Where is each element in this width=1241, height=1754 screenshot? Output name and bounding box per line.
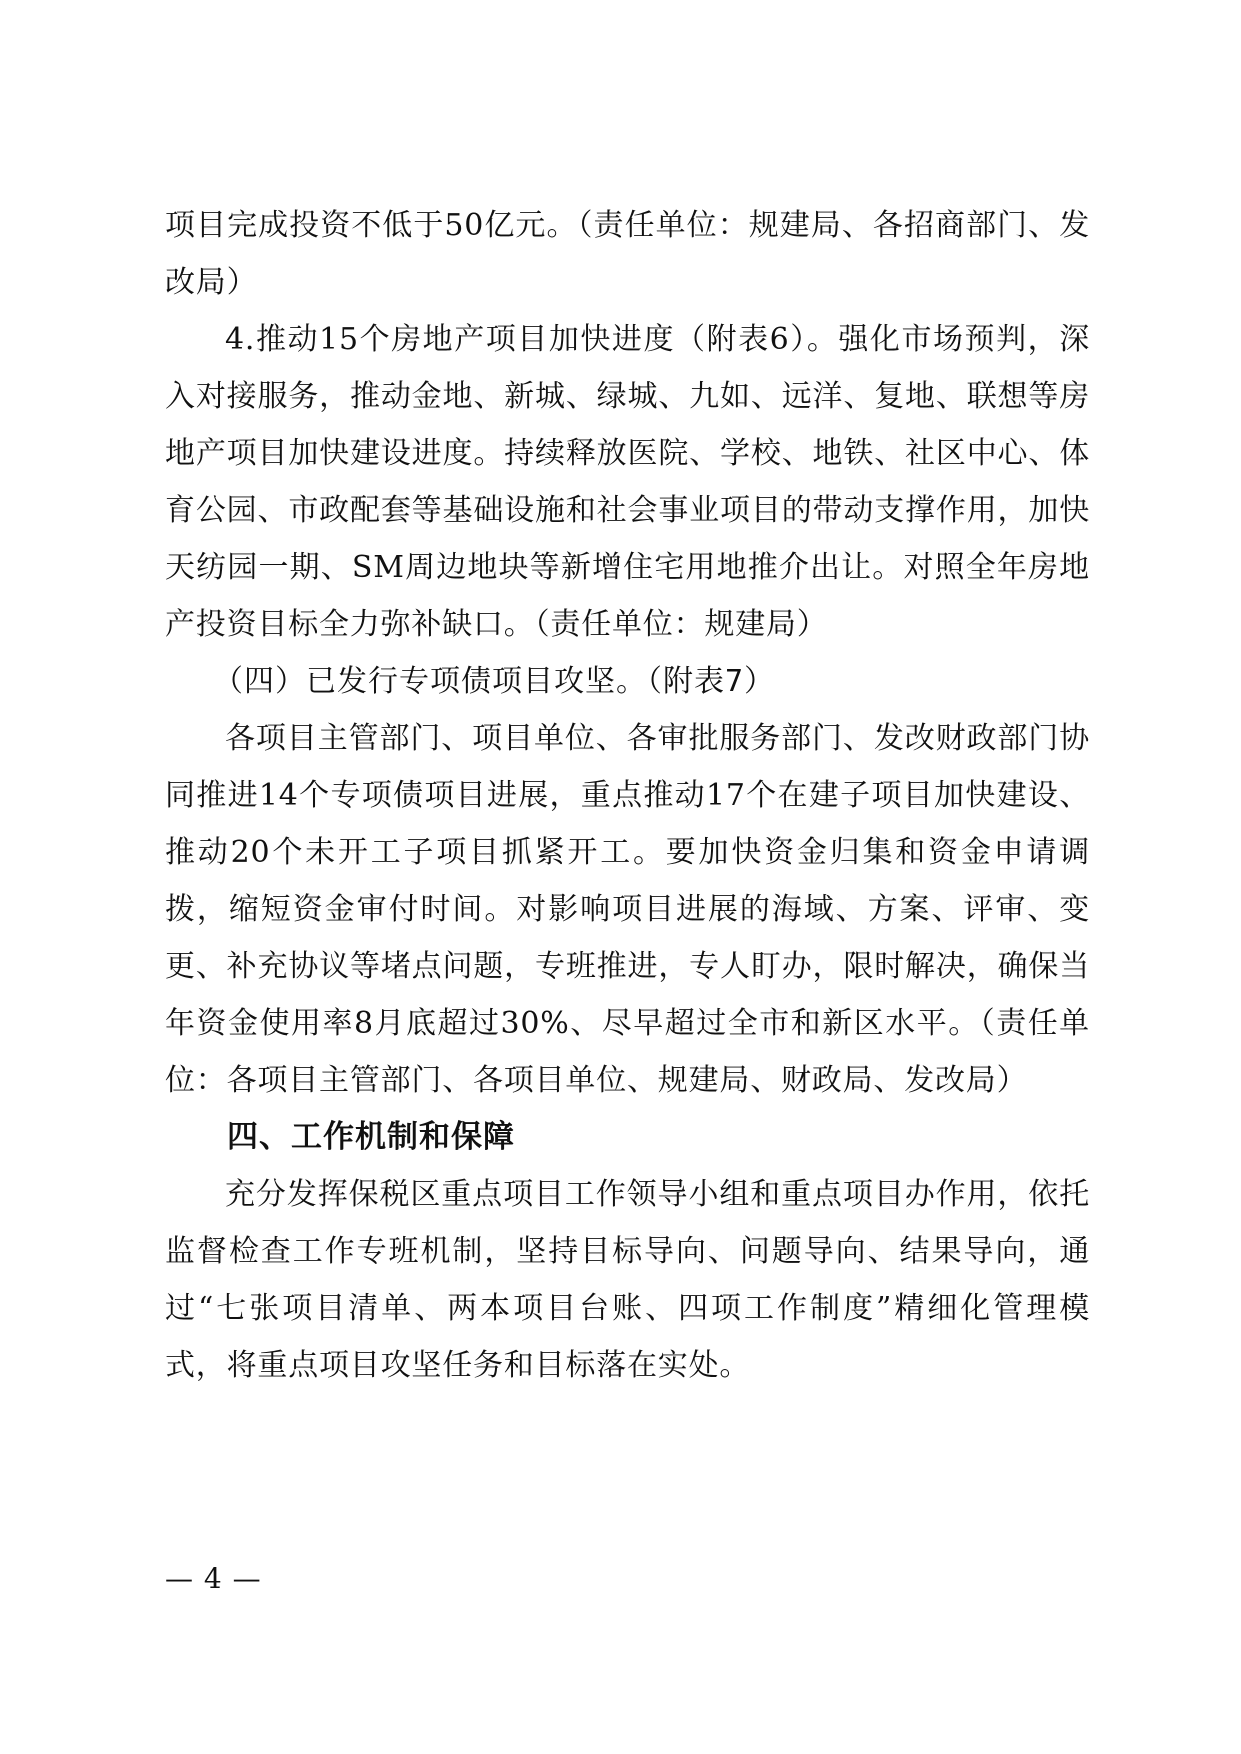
document-body [165, 197, 1090, 1394]
paragraph-special-bond-projects: 各项目主管部门、项目单位、各审批服务部门、发改财政部门协同推进14个专项债项目进展，重点推动17个在建子项目加快建设、推动20个未开工子项目抓紧开工。要加快资金归集和资金申请调拨，缩短资金审付时间。对影响项目进展的海域、方案、评审、变更、补充协议等堵点问题，专班推进，专人盯办，限时解决，确保当年资金使用率8月底超过30%、尽早超过全市和新区水平。（责任单位：各项目主管部门、各项目单位、规建局、财政局、发改局） [165, 721, 1090, 1098]
paragraph-investment-target: 项目完成投资不低于50亿元。（责任单位：规建局、各招商部门、发改局） [165, 208, 1090, 300]
paragraph-real-estate-projects: 4.推动15个房地产项目加快进度（附表6）。强化市场预判，深入对接服务，推动金地、新城、绿城、九如、远洋、复地、联想等房地产项目加快建设进度。持续释放医院、学校、地铁、社区中心、体育公园、市政配套等基础设施和社会事业项目的带动支撑作用，加快天纺园一期、SM周边地块等新增住宅用地推介出让。对照全年房地产投资目标全力弥补缺口。（责任单位：规建局） [165, 322, 1090, 642]
paragraph-work-mechanism: 充分发挥保税区重点项目工作领导小组和重点项目办作用，依托监督检查工作专班机制，坚持目标导向、问题导向、结果导向，通过“七张项目清单、两本项目台账、四项工作制度”精细化管理模式，将重点项目攻坚任务和目标落在实处。 [165, 1177, 1090, 1383]
section-heading-mechanism: 四、工作机制和保障 [227, 1119, 515, 1155]
page-number: — 4 — [165, 1562, 262, 1595]
sub-heading-special-bonds: （四）已发行专项债项目攻坚。（附表7） [213, 664, 776, 699]
